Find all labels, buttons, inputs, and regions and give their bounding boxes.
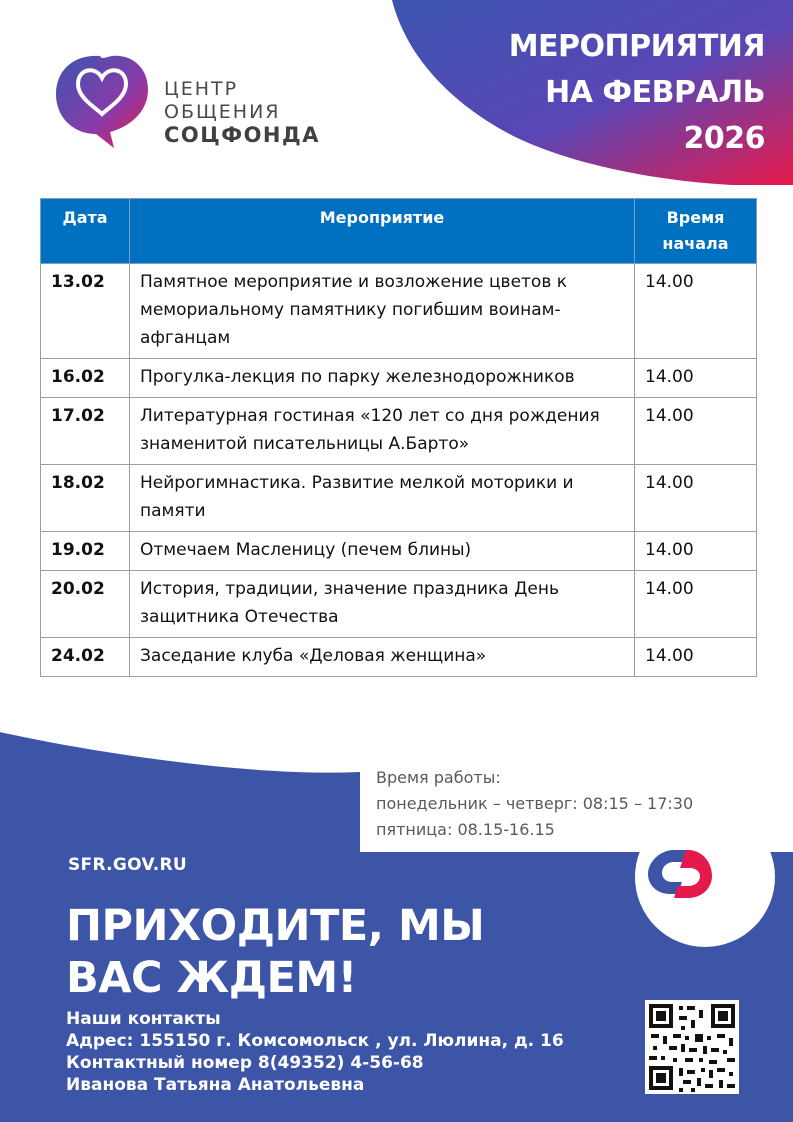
cell-event: Прогулка-лекция по парку железнодорожников (130, 359, 635, 398)
cell-event: Литературная гостиная «120 лет со дня рождения знаменитой писательницы А.Барто» (130, 398, 635, 465)
events-table (40, 198, 757, 677)
cell-date: 18.02 (41, 465, 130, 532)
cell-date: 19.02 (41, 532, 130, 571)
banner-title-line2: НА ФЕВРАЛЬ (545, 75, 765, 110)
cell-date: 16.02 (41, 359, 130, 398)
center-logo (52, 48, 332, 158)
table-row (41, 465, 757, 532)
logo-line2: ОБЩЕНИЯ (164, 101, 281, 123)
hours-weekdays: понедельник – четверг: 08:15 – 17:30 (376, 794, 694, 813)
cell-date: 24.02 (41, 638, 130, 677)
cell-date: 13.02 (41, 264, 130, 359)
table-row (41, 532, 757, 571)
site-link[interactable]: SFR.GOV.RU (68, 855, 187, 875)
cell-time: 14.00 (635, 359, 757, 398)
logo-line3: СОЦФОНДА (164, 123, 320, 147)
cell-time: 14.00 (635, 465, 757, 532)
cell-event: Нейрогимнастика. Развитие мелкой моторики и памяти (130, 465, 635, 532)
slogan (66, 900, 484, 1004)
contacts (66, 1008, 564, 1096)
table-row (41, 571, 757, 638)
cell-event: Отмечаем Масленицу (печем блины) (130, 532, 635, 571)
banner-title-line3: 2026 (683, 121, 765, 156)
cell-event: История, традиции, значение праздника День защитника Отечества (130, 571, 635, 638)
cell-event: Памятное мероприятие и возложение цветов к мемориальному памятнику погибшим воинам-афганцам (130, 264, 635, 359)
slogan-line2: ВАС ЖДЕМ! (66, 953, 357, 1003)
cell-time: 14.00 (635, 264, 757, 359)
table-row (41, 359, 757, 398)
table-row (41, 398, 757, 465)
working-hours (376, 765, 693, 843)
header-event: Мероприятие (130, 199, 635, 264)
cell-time: 14.00 (635, 638, 757, 677)
contacts-person: Иванова Татьяна Анатольевна (66, 1075, 365, 1095)
header-banner (392, 0, 793, 185)
logo-text (164, 78, 320, 147)
table-row (41, 638, 757, 677)
header-time: Время начала (635, 199, 757, 264)
qr-code[interactable] (645, 1000, 739, 1094)
logo-line1: ЦЕНТР (164, 78, 239, 100)
contacts-phone: Контактный номер 8(49352) 4-56-68 (66, 1053, 424, 1073)
qr-code-image (645, 1000, 739, 1094)
cell-time: 14.00 (635, 532, 757, 571)
header-date: Дата (41, 199, 130, 264)
contacts-title: Наши контакты (66, 1009, 221, 1029)
cell-date: 17.02 (41, 398, 130, 465)
cell-event: Заседание клуба «Деловая женщина» (130, 638, 635, 677)
heart-logo-icon (52, 48, 152, 152)
banner-title-line1: МЕРОПРИЯТИЯ (508, 29, 765, 64)
cell-date: 20.02 (41, 571, 130, 638)
table-header-row (41, 199, 757, 264)
cell-time: 14.00 (635, 398, 757, 465)
table-row (41, 264, 757, 359)
banner-title (509, 24, 765, 162)
slogan-line1: ПРИХОДИТЕ, МЫ (66, 901, 485, 951)
sfr-logo-icon (640, 842, 716, 902)
hours-friday: пятница: 08.15-16.15 (376, 820, 555, 839)
cell-time: 14.00 (635, 571, 757, 638)
hours-title: Время работы: (376, 768, 501, 787)
contacts-address: Адрес: 155150 г. Комсомольск , ул. Люлина, д. 16 (66, 1031, 564, 1051)
